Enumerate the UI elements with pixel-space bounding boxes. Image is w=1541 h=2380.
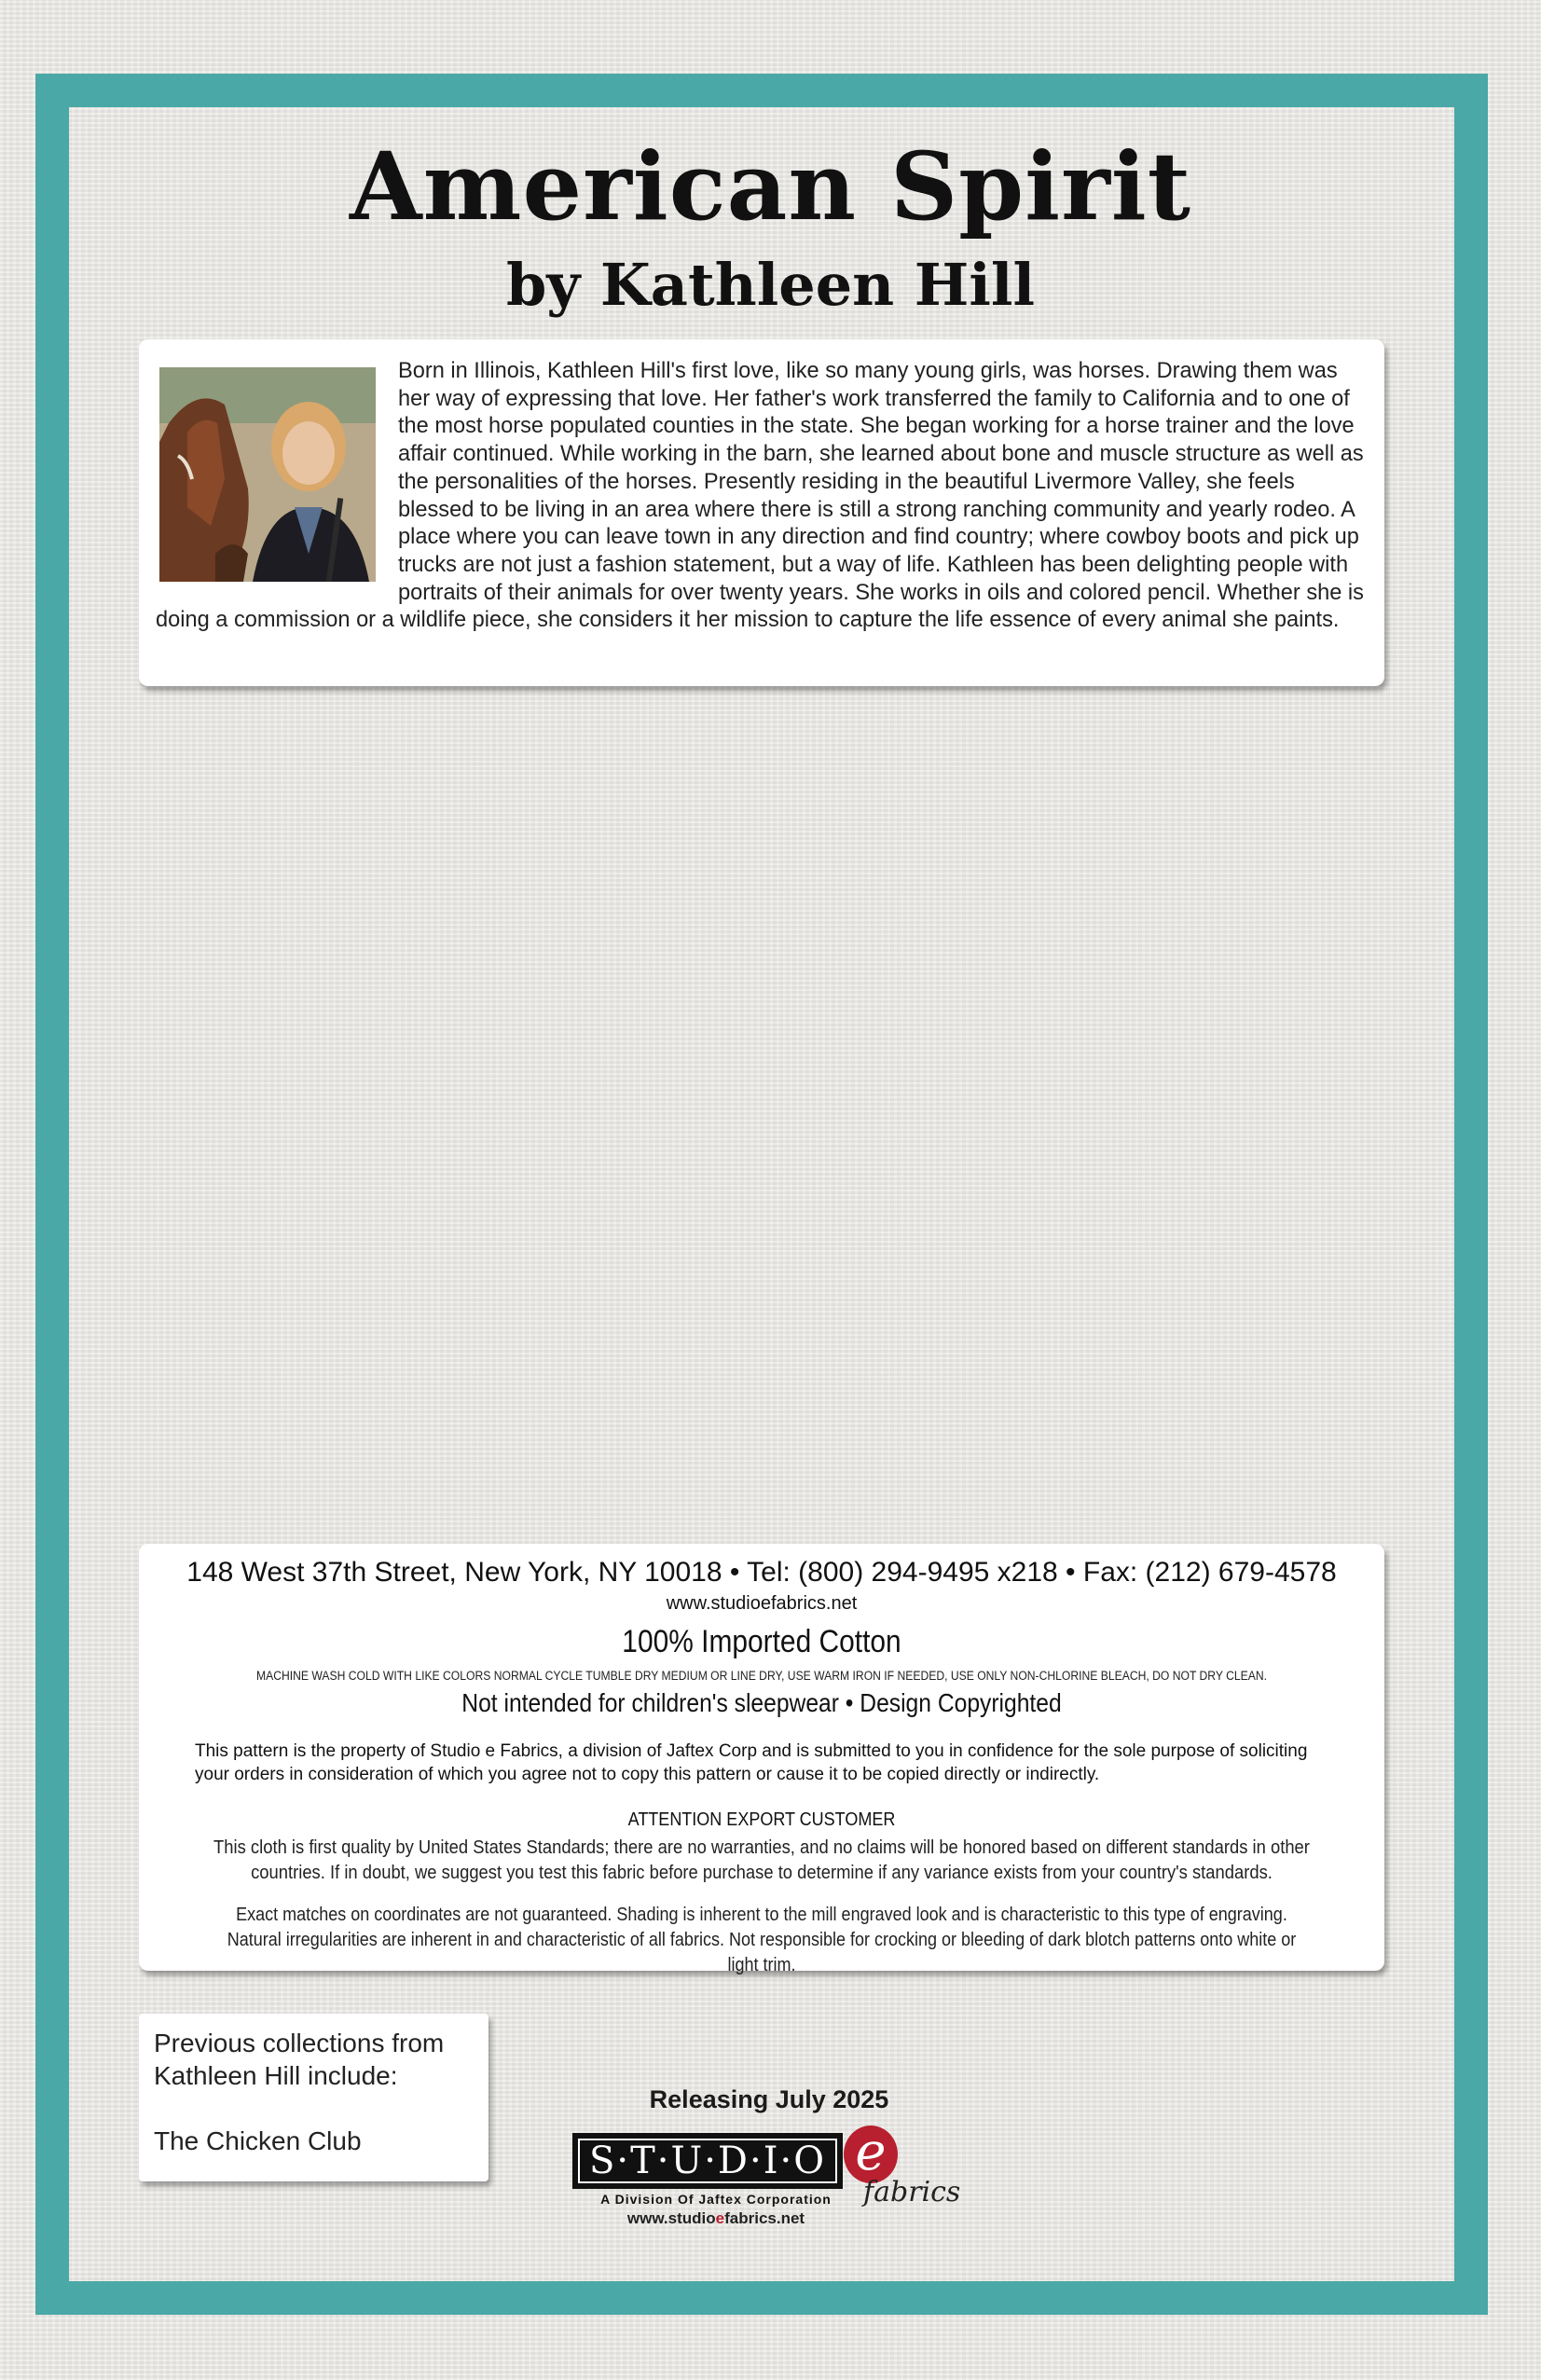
page-subtitle: by Kathleen Hill <box>505 251 1036 319</box>
logo-wordmark-box <box>572 2133 843 2189</box>
previous-collection-item: The Chicken Club <box>154 2126 362 2155</box>
artist-photo <box>159 367 376 582</box>
page-title: American Spirit <box>350 131 1191 241</box>
company-info-card <box>139 1544 1384 1975</box>
coordinates-disclaimer: Exact matches on coordinates are not guaranteed. Shading is inherent to the mill engraved look and is characteristic to this type of engraving. Natural irregularities are inherent in and characteristic of all fabrics. Not responsible for crocking or bleeding of dark blotch patterns onto white or light trim. <box>227 1905 1297 1975</box>
export-notice: This cloth is first quality by United States Standards; there are no warranties, and no claims will be honored based on different standards in other countries. If in doubt, we suggest you test this fabric before purchase to determine if any variance exists from your country's standards. <box>213 1837 1310 1883</box>
company-website[interactable]: www.studioefabrics.net <box>666 1593 858 1614</box>
logo-web-e: e <box>715 2209 725 2227</box>
logo-fabrics-script: fabrics <box>863 2176 961 2208</box>
logo-division-text: A Division Of Jaftex Corporation <box>600 2192 832 2207</box>
company-address: 148 West 37th Street, New York, NY 10018 • Tel: (800) 294-9495 x218 • Fax: (212) 679-4578 <box>186 1557 1337 1588</box>
logo-web-prefix: www.studio <box>626 2209 716 2227</box>
release-date: Releasing July 2025 <box>649 2085 889 2113</box>
sleepwear-notice: Not intended for children's sleepwear • Design Copyrighted <box>461 1688 1062 1717</box>
logo-web-suffix: fabrics.net <box>724 2209 805 2227</box>
property-notice: This pattern is the property of Studio e Fabrics, a division of Jaftex Corp and is submitted to you in confidence for the sole purpose of soliciting your orders in consideration of which you agree not to copy this pattern or cause it to be copied directly or indirectly. <box>195 1741 1308 1784</box>
export-attention-heading: ATTENTION EXPORT CUSTOMER <box>627 1809 896 1830</box>
fabric-content: 100% Imported Cotton <box>622 1624 901 1659</box>
previous-collections-heading: Previous collections from Kathleen Hill include: <box>154 2029 445 2090</box>
previous-collections-card <box>139 2014 488 2181</box>
care-instructions: MACHINE WASH COLD WITH LIKE COLORS NORMAL CYCLE TUMBLE DRY MEDIUM OR LINE DRY, USE WARM IRON IF NEEDED, USE ONLY NON-CHLORINE BLEACH, DO NOT DRY CLEAN. <box>255 1669 1268 1683</box>
artist-bio-text: Born in Illinois, Kathleen Hill's first love, like so many young girls, was horses. Drawing them was her way of expressing that love. Her father's work transferred the family to California and to one of the most horse populated counties in the state. She began working for a horse trainer and the love affair continued. While working in the barn, she learned about bone and muscle structure as well as the personalities of the horses. Presently residing in the beautiful Livermore Valley, she feels blessed to be living in an area where there is still a strong ranching community and yearly rodeo. A place where you can leave town in any direction and find country; where cowboy boots and pick up trucks are not just a fashion statement, but a way of life. Kathleen has been delighting people with portraits of their animals for over twenty years. She works in oils and colored pencil. Whether she is doing a commission or a wildlife piece, she considers it her mission to capture the life essence of every animal she paints. <box>156 359 1364 633</box>
logo-website[interactable] <box>585 2209 846 2228</box>
logo-wordmark: S·T·U·D·I·O <box>578 2139 837 2183</box>
logo-e-circle: e <box>844 2125 898 2183</box>
artist-bio-card <box>139 339 1384 686</box>
studio-e-logo <box>569 2122 961 2233</box>
